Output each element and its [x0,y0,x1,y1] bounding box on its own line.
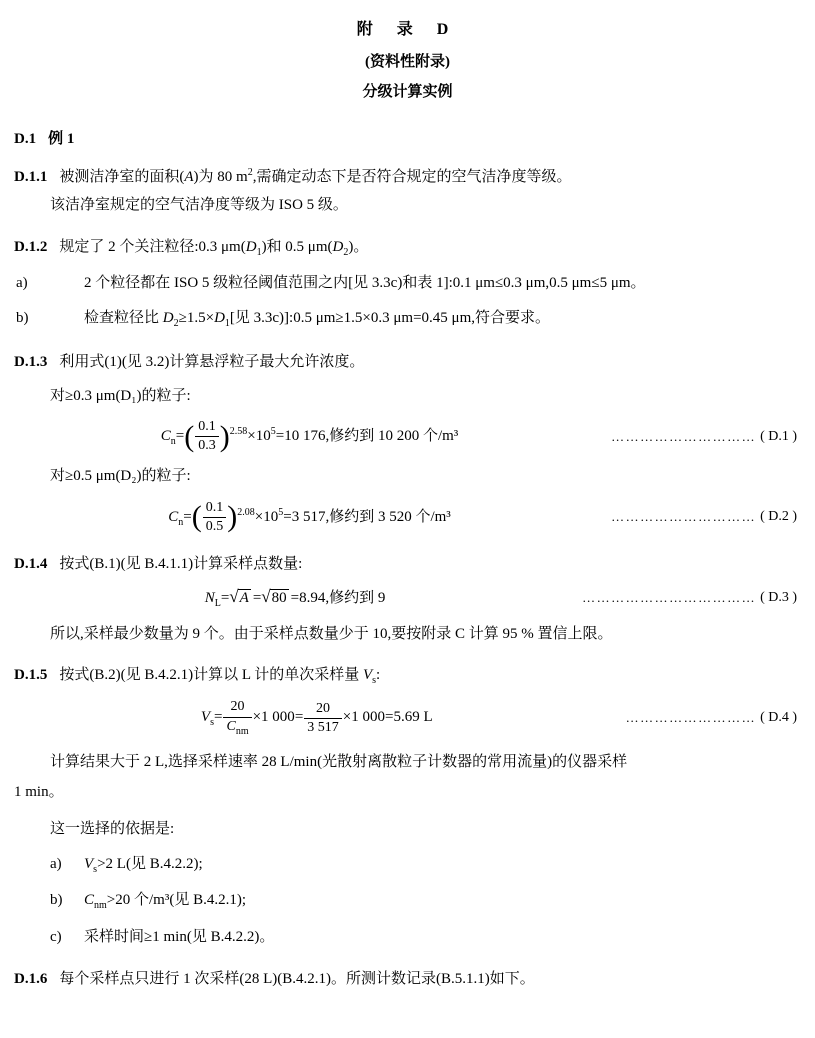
square-root [229,587,253,607]
formula-mid1: ×1 000 [252,709,295,726]
clause-text: 利用式(1)(见 3.2)计算悬浮粒子最大允许浓度。 [59,353,365,370]
fraction-denominator: 0.5 [205,518,224,534]
list-item-text: 采样时间≥1 min(见 B.4.2.2)。 [84,928,275,945]
clause-d-1-5-note3: 这一选择的依据是: [50,821,175,838]
list-item [14,270,801,296]
clause-text-mid: )和 0.5 μm( [261,238,333,255]
particle-line-d1: 对≥0.3 μm(D₁)的粒子: [50,387,191,404]
list-item-text-mid: ≥1.5× [178,310,215,327]
appendix-type: (资料性附录) [365,54,450,70]
radicand: 80 [271,590,287,606]
clause-number: D.1.5 [14,667,48,684]
subscript-nm: nm [235,725,249,737]
formula-eq2: = [294,709,304,726]
section-number: D.1 [14,131,37,147]
equation-number: ( D.2 ) [760,509,797,525]
clause-text-lead: 规定了 2 个关注粒径:0.3 μm( [59,238,246,255]
fraction [304,701,342,736]
formula-lhs-sub: n [170,436,176,448]
formula-lhs-var: C [168,508,179,525]
leader-dots: ……………………… [625,710,757,726]
variable-d2: D [162,310,174,327]
list-item [14,887,801,915]
variable-vs: V [362,667,373,684]
appendix-header [14,16,801,101]
fraction-numerator: 20 [304,701,342,719]
clause-d-1-1 [14,165,801,189]
formula-lhs-var: N [204,590,215,606]
fraction-numerator: 20 [223,699,251,717]
formula-result: =10 176,修约到 10 200 个/m³ [275,428,459,445]
list-item-label: a) [50,855,62,872]
equation-number: ( D.3 ) [760,589,797,605]
formula-lhs-sub: L [214,598,221,609]
formula-eq2: = [252,590,262,606]
clause-number: D.1.4 [14,555,48,572]
subscript-s: s [93,863,98,875]
clause-text-tail: )。 [348,238,369,255]
paren-open: ( [184,419,195,453]
section-heading [14,127,801,148]
exponent: 2.58 [229,426,248,438]
subscript-s: s [372,675,377,687]
clause-text: 每个采样点只进行 1 次采样(28 L)(B.4.2.1)。所测计数记录(B.5.1.1)如下。 [59,971,535,988]
clause-d-1-1-subline: 该洁净室规定的空气洁净度等级为 ISO 5 级。 [50,197,348,214]
clause-text: 按式(B.1)(见 B.4.1.1)计算采样点数量: [59,555,303,572]
radical-sign: √ [229,587,239,606]
clause-d-1-4-note: 所以,采样最少数量为 9 个。由于采样点数量少于 10,要按附录 C 计算 95 % 置信上限。 [50,626,613,642]
paren-close: ) [227,500,238,534]
formula-d3-expression [14,586,576,609]
variable-d1: D [214,310,225,327]
formula-d3 [14,586,801,609]
variable-d1: D [245,238,257,255]
superscript-2: 2 [247,167,253,178]
fraction-numerator: 0.1 [203,500,227,518]
fraction-denominator: 0.3 [198,438,216,454]
formula-lhs-var: V [200,709,211,726]
appendix-name: 分级计算实例 [362,84,453,100]
particle-line-d2: 对≥0.5 μm(D₂)的粒子: [50,468,191,485]
fraction-denominator [223,718,251,737]
equation-number: ( D.4 ) [760,710,797,726]
equation-number: ( D.1 ) [760,428,797,444]
clause-d-1-3 [14,350,801,374]
section-label: 例 1 [48,131,75,147]
fraction-numerator: 0.1 [195,419,219,437]
subscript-1: 1 [256,246,262,258]
variable-vs: V [84,855,94,872]
subscript-nm: nm [94,900,107,912]
formula-factor-exponent: 5 [278,506,284,518]
list-item [14,305,801,333]
leader-dots: ……………………………… [582,589,757,605]
paren-open: ( [191,500,202,534]
formula-d2-expression: $C_n=$( $\frac{0.1}{0.5}$ )$^{2.08}\times 10^5=3$ 517,修约到 3 520 个/m³ [168,499,451,534]
leader-dots: ………………………… [611,428,757,444]
list-item-text: >2 L(见 B.4.2.2); [97,855,203,872]
clause-d-1-2 [14,235,801,261]
variable-a: A [184,169,194,185]
list-item-label: b) [50,892,63,909]
clause-number: D.1.2 [14,238,48,255]
formula-eq1: = [220,590,230,606]
formula-d4-expression: $V_s=$ $\frac{20}{C_{nm}}$ ×1 000= $\frac{20}{3 517}$ ×1 000=5.69 L [200,699,433,737]
formula-factor: ×10 [247,428,271,445]
subscript-2: 2 [343,246,349,258]
formula-result: =5.69 L [385,709,433,726]
list-item [14,924,801,950]
clause-d-1-6 [14,967,801,991]
list-item [14,851,801,879]
clause-text-part1: 被测洁净室的面积( [59,169,185,185]
paren-close: ) [219,419,230,453]
formula-factor-exponent: 5 [270,426,276,438]
formula-d1 [14,419,801,454]
fraction-denominator: 3 517 [307,719,339,735]
formula-mid2: ×1 000 [342,709,385,726]
clause-number: D.1.6 [14,971,48,988]
clause-number: D.1.1 [14,169,48,185]
clause-d-1-4 [14,552,801,576]
variable-cnm: C [84,892,95,909]
formula-lhs-sub: s [210,717,214,729]
list-item-label: c) [50,928,62,945]
formula-d2 [14,500,801,535]
list-item-text-post: [见 3.3c)]:0.5 μm≥1.5×0.3 μm=0.45 μm,符合要求。 [229,310,550,327]
clause-number: D.1.3 [14,353,48,370]
variable-cnm: C [226,718,236,734]
square-root [261,587,290,607]
list-item-text-pre: 检查粒径比 [84,310,163,327]
fraction [203,500,227,535]
clause-d-1-5-note2: 1 min。 [14,784,64,801]
exponent: 2.08 [237,506,255,518]
clause-text-post: : [376,667,381,684]
leader-dots: ………………………… [611,509,757,525]
formula-lhs-var: C [160,428,171,445]
subscript-2: 2 [173,318,179,330]
formula-result: =3 517,修约到 3 520 个/m³ [283,508,451,525]
radical-sign: √ [261,587,271,606]
subscript-1: 1 [224,318,230,330]
page-title: 附 录 D [356,21,459,38]
list-item-text: >20 个/m³(见 B.4.2.1); [106,892,247,909]
variable-d2: D [332,238,344,255]
clause-d-1-5-note1: 计算结果大于 2 L,选择采样速率 28 L/min(光散射离散粒子计数器的常用流量)的仪器采样 [50,753,628,770]
clause-text-pre: 按式(B.2)(见 B.4.2.1)计算以 L 计的单次采样量 [59,667,363,684]
clause-text-part2: )为 80 m [193,169,248,185]
fraction [223,699,251,736]
list-item-text: 2 个粒径都在 ISO 5 级粒径阈值范围之内[见 3.3c)和表 1]:0.1 μm≤0.3 μm,0.5 μm≤5 μm。 [84,274,646,291]
list-item-label: a) [16,274,28,291]
formula-lhs-sub: n [178,516,184,528]
clause-text-part3: ,需确定动态下是否符合规定的空气洁净度等级。 [252,169,572,185]
formula-d4 [14,699,801,736]
formula-result: =8.94,修约到 9 [290,590,386,606]
radicand: A [239,590,249,606]
formula-factor: ×10 [254,508,279,525]
fraction [195,419,219,454]
clause-d-1-5 [14,663,801,689]
list-item-label: b) [16,310,29,327]
formula-d1-expression: $C_n=$( $\frac{0.1}{0.3}$ )$^{2.58}\times 10^5=10$ 176,修约到 10 200 个/m³ [160,419,459,454]
